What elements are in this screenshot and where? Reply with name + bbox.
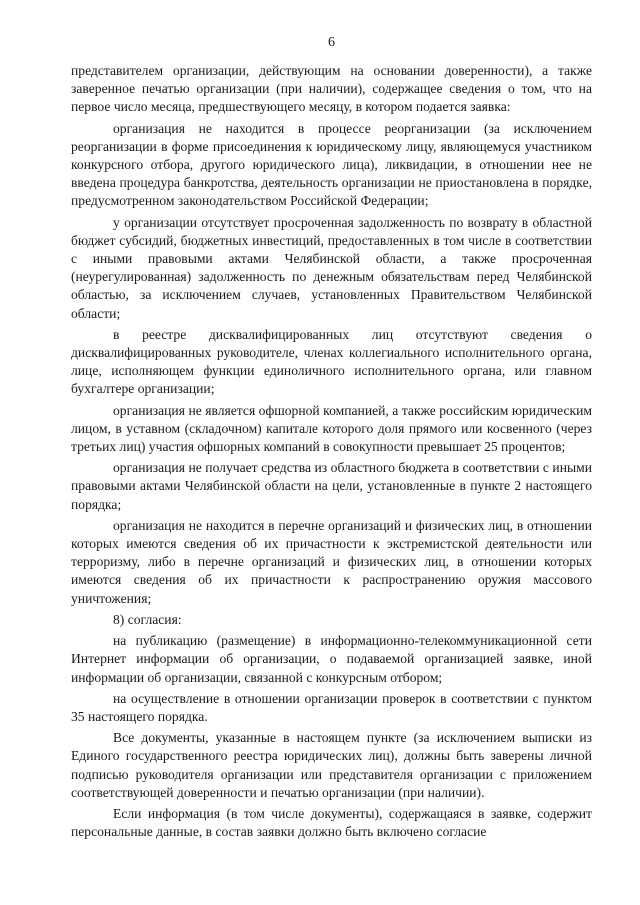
paragraph-1: представителем организации, действующим на основании доверенности), а также заверенное печатью организации (при наличии), содержащее сведения о том, что на первое число месяца, предшествующего месяцу, в котором подается заявка: (71, 63, 592, 115)
paragraph-9: на публикацию (размещение) в информационно-телекоммуникационной сети Интернет информации об организации, о подаваемой организацией заявке, иной информации об организации, связанной с конкурсным отбором; (71, 633, 592, 685)
paragraph-6: организация не получает средства из областного бюджета в соответствии с иными правовыми актами Челябинской области на цели, установленные в пункте 2 настоящего порядка; (71, 460, 592, 512)
paragraph-2: организация не находится в процессе реорганизации (за исключением реорганизации в форме присоединения к юридическому лицу, являющемуся участником конкурсного отбора, другого юридического лица), ликвидации, в отношении нее не введена процедура банкротства, деятельность организации не приостановлена в порядке, предусмотренном законодательством Российской Федерации; (71, 120, 592, 209)
paragraph-11: Все документы, указанные в настоящем пункте (за исключением выписки из Единого государственного реестра юридических лиц), должны быть заверены личной подписью руководителя организации или представителя организации с приложением соответствующей доверенности и печатью организации (при наличии). (71, 730, 592, 800)
paragraph-10: на осуществление в отношении организации проверок в соответствии с пунктом 35 настоящего порядка. (71, 690, 592, 724)
document-page (71, 34, 592, 844)
paragraph-3: у организации отсутствует просроченная задолженность по возврату в областной бюджет субсидий, бюджетных инвестиций, предоставленных в том числе в соответствии с иными правовыми актами Челябинской области, а также просроченная (неурегулированная) задолженность по денежным обязательствам перед Челябинской областью, за исключением случаев, установленных Правительством Челябинской области; (71, 214, 592, 321)
page-number: 6 (328, 35, 335, 50)
paragraph-7: организация не находится в перечне организаций и физических лиц, в отношении которых имеются сведения об их причастности к экстремистской деятельности или терроризму, либо в перечне организаций и физических лиц, в отношении которых имеются сведения об их причастности к распространению оружия массового уничтожения; (71, 517, 592, 606)
paragraph-12: Если информация (в том числе документы), содержащаяся в заявке, содержит персональные данные, в состав заявки должно быть включено согласие (71, 805, 592, 840)
paragraph-8: 8) согласия: (113, 611, 182, 627)
document-body (71, 62, 592, 841)
paragraph-5: организация не является офшорной компанией, а также российским юридическим лицом, в уставном (складочном) капитале которого доля прямого или косвенного (через третьих лиц) участия офшорных компаний в совокупности превышает 25 процентов; (71, 402, 592, 455)
paragraph-4: в реестре дисквалифицированных лиц отсутствуют сведения о дисквалифицированных руководителе, членах коллегиального исполнительного органа, лице, исполняющем функции единоличного исполнительного органа, или главном бухгалтере организации; (71, 326, 592, 397)
